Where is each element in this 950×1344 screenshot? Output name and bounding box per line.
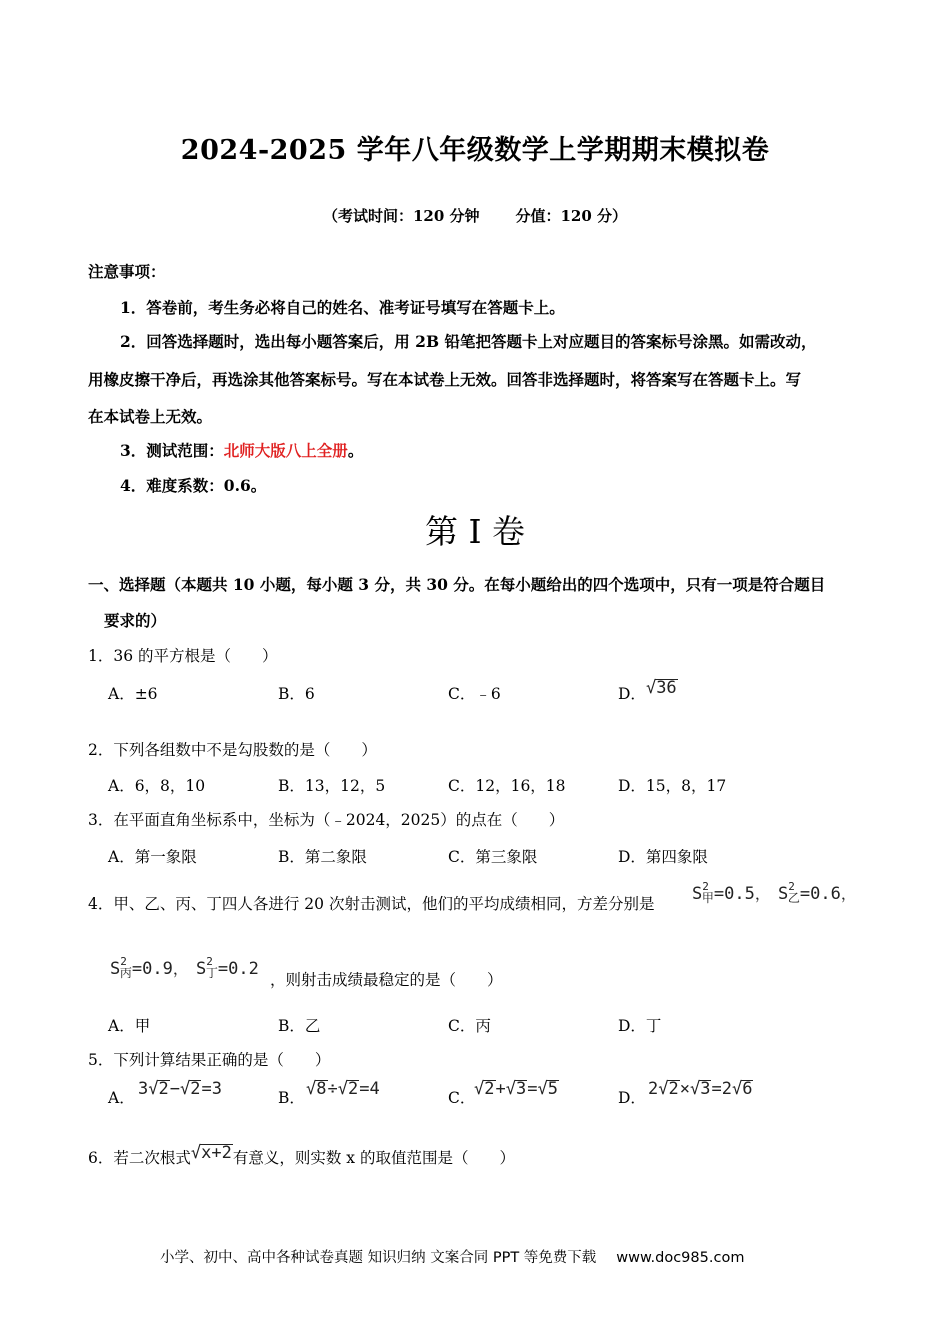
notice-item-4: 4．难度系数：0.6。: [120, 476, 267, 495]
q5-option-b-label: B．: [278, 1089, 305, 1107]
notice-item-1: 1．答卷前，考生务必将自己的姓名、准考证号填写在答题卡上。: [120, 298, 565, 317]
exam-time: （考试时间：120 分钟: [322, 207, 480, 225]
q5-option-c-label: C．: [448, 1089, 476, 1107]
notice-item-3-prefix: 3．测试范围：: [120, 441, 224, 460]
q6-stem-pre: 6．若二次根式: [88, 1149, 191, 1167]
q1-option-b: B．6: [278, 685, 315, 703]
variance-yi: $S^2$乙=0.6，: [778, 880, 857, 905]
q2-stem: 2．下列各组数中不是勾股数的是（ ）: [88, 741, 377, 759]
test-scope: 北师大版八上全册: [223, 441, 348, 460]
q5-option-b-expr: √8÷√2=4: [306, 1079, 380, 1099]
variance-jia: $S^2$甲=0.5，: [692, 880, 771, 905]
variance-sep-3: ，: [172, 960, 189, 978]
page-footer: [160, 1246, 744, 1267]
q3-option-b: B．第二象限: [278, 848, 367, 866]
q1-option-a: A．±6: [108, 685, 158, 703]
variance-yi-value: =0.6: [799, 884, 841, 904]
variance-sep-2: ，: [840, 885, 857, 903]
q3-stem: 3．在平面直角坐标系中，坐标为（﹣2024，2025）的点在（ ）: [88, 811, 565, 829]
variance-jia-sub: 甲: [701, 891, 714, 905]
sqrt-x-plus-2-radicand: x+2: [201, 1143, 232, 1163]
notice-item-2-line1: 2．回答选择题时，选出每小题答案后，用 2B 铅笔把答题卡上对应题目的答案标号涂黑。如需改动，: [120, 332, 817, 351]
variance-bing: $S^2$丙=0.9，: [110, 955, 189, 980]
notice-item-2-line2: 用橡皮擦干净后，再选涂其他答案标号。写在本试卷上无效。回答非选择题时，将答案写在答题卡上。写: [88, 370, 802, 389]
part1-heading-line2: 要求的）: [104, 611, 167, 630]
q6-stem-post: 有意义，则实数 x 的取值范围是（ ）: [232, 1149, 515, 1167]
q5-option-d-label: D．: [618, 1089, 646, 1107]
q1-stem: 1．36 的平方根是（ ）: [88, 647, 278, 665]
variance-ding-value: =0.2: [217, 959, 259, 979]
q1-option-d-label: D．: [618, 685, 646, 703]
q4-option-c: C．丙: [448, 1017, 491, 1035]
q4-stem-line2: ，则射击成绩最稳定的是（ ）: [270, 971, 503, 989]
variance-ding-sub: 丁: [205, 966, 218, 980]
q4-option-b: B．乙: [278, 1017, 321, 1035]
q5-option-a-label: A．: [108, 1089, 135, 1107]
q3-option-d: D．第四象限: [618, 848, 708, 866]
footer-site-link[interactable]: www.doc985.com: [616, 1250, 745, 1266]
footer-text: 小学、初中、高中各种试卷真题 知识归纳 文案合同 PPT 等免费下载: [160, 1250, 597, 1266]
notice-item-3-suffix: 。: [347, 441, 364, 460]
q3-option-a: A．第一象限: [108, 848, 197, 866]
q2-option-c: C．12，16，18: [448, 777, 566, 795]
variance-ding: $S^2$丁=0.2: [196, 955, 259, 980]
q4-option-a: A．甲: [108, 1017, 151, 1035]
q1-option-c: C．﹣6: [448, 685, 501, 703]
q5-stem: 5．下列计算结果正确的是（ ）: [88, 1051, 331, 1069]
variance-bing-sub: 丙: [119, 966, 132, 980]
q5-option-c-expr: √2+√3=√5: [474, 1079, 558, 1099]
q4-stem-line1: 4．甲、乙、丙、丁四人各进行 20 次射击测试，他们的平均成绩相同，方差分别是: [88, 895, 655, 913]
q1-option-d: [618, 678, 678, 704]
sqrt-36-radicand: 36: [656, 678, 677, 698]
variance-sep-1: ，: [754, 885, 771, 903]
exam-time-score: [0, 205, 950, 226]
q6-stem: [88, 1143, 515, 1168]
q5-option-a-expr: 3√2−√2=3: [138, 1079, 222, 1099]
variance-bing-value: =0.9: [131, 959, 173, 979]
notice-item-2-line3: 在本试卷上无效。: [88, 407, 213, 426]
q5-option-d-expr: 2√2×√3=2√6: [648, 1079, 753, 1099]
q2-option-d: D．15，8，17: [618, 777, 727, 795]
exam-score: 分值：120 分）: [515, 207, 628, 225]
notice-label: 注意事项：: [88, 262, 166, 281]
q2-option-a: A．6，8，10: [108, 777, 206, 795]
variance-jia-value: =0.5: [713, 884, 755, 904]
variance-yi-sub: 乙: [787, 891, 800, 905]
sqrt-x-plus-2: √x+2: [190, 1143, 232, 1163]
section-title: 第 I 卷: [424, 512, 525, 551]
q3-option-c: C．第三象限: [448, 848, 538, 866]
notice-item-3: [120, 439, 363, 461]
exam-title: 2024-2025 学年八年级数学上学期期末模拟卷: [180, 135, 770, 166]
q2-option-b: B．13，12，5: [278, 777, 386, 795]
q4-option-d: D．丁: [618, 1017, 662, 1035]
part1-heading-line1: 一、选择题（本题共 10 小题，每小题 3 分，共 30 分。在每小题给出的四个选项中，只有一项是符合题目: [88, 575, 826, 594]
sqrt-36: √36: [645, 678, 677, 698]
